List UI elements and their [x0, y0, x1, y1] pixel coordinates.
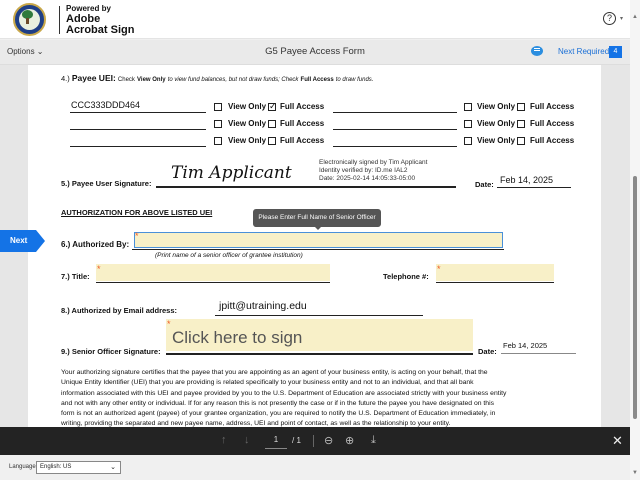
title-label: 7.) Title: [61, 272, 90, 281]
full-access-checkbox-1-right[interactable] [517, 103, 525, 111]
brand-adobe: Adobe [66, 13, 101, 25]
document-header-bar [0, 40, 630, 65]
help-icon[interactable]: ? [603, 12, 616, 25]
view-only-label: View Only [477, 102, 516, 111]
view-only-checkbox-2-right[interactable] [464, 120, 472, 128]
full-access-checkbox-3-right[interactable] [517, 137, 525, 145]
telephone-input[interactable] [436, 264, 554, 281]
esign-line-3: Date: 2025-02-14 14:05:33-05:00 [319, 175, 416, 182]
authorized-by-label: 6.) Authorized By: [61, 240, 130, 249]
total-pages: / 1 [292, 436, 301, 445]
title-underline [96, 282, 330, 283]
certification-paragraph: Your authorizing signature certifies that the payee that you are appointing as an agent of your business entity, is acting on your behalf, that the Unique Entity Identifier (UEI) that you are providing is related specifically to your business entity and not to an individual, and that all bank information associated with this UEI and payee provided by you to the U.S. Department of Education are associated strictly with your business entity and not with any other entity or individual. If for any reason this is not presently the case or if in the future the payee you have designated on this form is not an authorized agent (payee) of your grantee organization, you are required to notify the U.S. Department of Education immediately, in writing, providing the separated and new payee name, address, UEI and point of contact, as well as the relationship to your entity. [61, 369, 507, 427]
view-only-checkbox-3-right[interactable] [464, 137, 472, 145]
zoom-out-icon[interactable]: ⊖ [324, 435, 334, 447]
click-to-sign-placeholder: Click here to sign [172, 328, 303, 347]
authorized-by-input[interactable] [134, 232, 503, 248]
department-seal-logo [13, 3, 46, 36]
authorization-heading: AUTHORIZATION FOR ABOVE LISTED UEI [61, 208, 213, 217]
full-access-checkbox-3-left[interactable] [268, 137, 276, 145]
scroll-up-arrow-icon[interactable]: ▲ [632, 14, 638, 20]
comment-icon[interactable] [531, 46, 543, 56]
toolbar-divider [313, 435, 314, 447]
close-toolbar-icon[interactable]: ✕ [612, 433, 623, 448]
uei-field-3-right[interactable] [333, 146, 457, 147]
document-title: G5 Payee Access Form [265, 46, 365, 57]
esign-line-2: Identity verified by: ID.me IAL2 [319, 167, 408, 174]
next-field-button[interactable]: Next [0, 230, 36, 252]
scroll-down-arrow-icon[interactable]: ▼ [632, 470, 638, 476]
view-only-label: View Only [477, 119, 516, 128]
email-label: 8.) Authorized by Email address: [61, 306, 177, 315]
date-label: Date: [478, 347, 497, 356]
email-underline [215, 315, 423, 316]
required-count-badge: 4 [609, 46, 622, 58]
payee-signature: Tim Applicant [171, 163, 292, 183]
full-access-checkbox-2-right[interactable] [517, 120, 525, 128]
click-to-sign-field[interactable] [166, 319, 473, 351]
options-menu-button[interactable]: Options ⌄ [7, 47, 44, 56]
view-only-label: View Only [228, 119, 267, 128]
date-label: Date: [475, 180, 494, 189]
next-required-button[interactable]: Next Required [558, 47, 610, 56]
title-input[interactable] [96, 264, 330, 281]
authorized-by-caption: (Print name of a senior officer of grantee institution) [155, 252, 303, 259]
full-access-label: Full Access [530, 102, 575, 111]
document-page [28, 65, 601, 427]
required-star-icon: * [437, 264, 441, 274]
required-star-icon: * [135, 231, 139, 241]
page-number-input[interactable]: 1 [265, 435, 287, 449]
uei-field-2-left[interactable] [70, 129, 206, 130]
view-only-checkbox-1-right[interactable] [464, 103, 472, 111]
zoom-in-icon[interactable]: ⊕ [345, 435, 355, 447]
signature-underline [156, 186, 456, 188]
view-only-checkbox-1-left[interactable] [214, 103, 222, 111]
view-only-checkbox-3-left[interactable] [214, 137, 222, 145]
view-only-checkbox-2-left[interactable] [214, 120, 222, 128]
chevron-down-icon: ⌄ [110, 464, 116, 471]
language-select[interactable] [36, 461, 121, 474]
payee-signature-label: 5.) Payee User Signature: [61, 179, 152, 188]
full-access-checkbox-2-left[interactable] [268, 120, 276, 128]
full-access-label: Full Access [530, 119, 575, 128]
scrollbar-thumb[interactable] [633, 176, 637, 419]
senior-officer-date: Feb 14, 2025 [503, 341, 548, 350]
view-only-label: View Only [228, 102, 267, 111]
full-access-checkbox-1-left[interactable] [268, 103, 276, 111]
senior-signature-underline [166, 353, 473, 355]
uei-field-1-left[interactable]: CCC333DDD464 [71, 100, 141, 110]
powered-by-label: Powered by [66, 4, 111, 13]
full-access-label: Full Access [280, 136, 325, 145]
view-only-label: View Only [477, 136, 516, 145]
language-value: English: US [40, 464, 72, 470]
field-tooltip: Please Enter Full Name of Senior Officer [253, 209, 381, 227]
document-toolbar [0, 427, 630, 455]
section4-heading: 4.) Payee UEI: Check View Only to view fund balances, but not draw funds; Check Full Access to draw funds. [61, 73, 374, 83]
required-star-icon: * [97, 264, 101, 274]
payee-date: Feb 14, 2025 [500, 175, 554, 185]
date-underline [497, 187, 571, 188]
previous-page-icon[interactable]: ↑ [221, 434, 227, 446]
uei-field-2-right[interactable] [333, 129, 457, 130]
email-input[interactable]: jpitt@utraining.edu [219, 300, 307, 312]
next-page-icon[interactable]: ↓ [244, 434, 250, 446]
view-only-label: View Only [228, 136, 267, 145]
top-bar [0, 0, 630, 39]
right-gutter [601, 65, 630, 427]
authorized-by-underline [132, 249, 504, 250]
logo-divider [59, 6, 60, 34]
download-icon[interactable]: ⤓ [371, 434, 376, 446]
brand-acrobat-sign: Acrobat Sign [66, 24, 135, 36]
language-label: Language [9, 464, 36, 470]
telephone-underline [436, 282, 554, 283]
full-access-label: Full Access [280, 119, 325, 128]
footer [0, 455, 630, 480]
full-access-label: Full Access [280, 102, 325, 111]
full-access-label: Full Access [530, 136, 575, 145]
senior-officer-signature-label: 9.) Senior Officer Signature: [61, 347, 161, 356]
telephone-label: Telephone #: [383, 272, 429, 281]
help-dropdown-caret-icon[interactable]: ▾ [620, 16, 624, 22]
esign-line-1: Electronically signed by Tim Applicant [319, 159, 428, 166]
required-star-icon: * [167, 319, 171, 329]
uei-underline [70, 112, 206, 113]
uei-field-3-left[interactable] [70, 146, 206, 147]
date-underline [501, 353, 576, 354]
uei-field-1-right[interactable] [333, 112, 457, 113]
